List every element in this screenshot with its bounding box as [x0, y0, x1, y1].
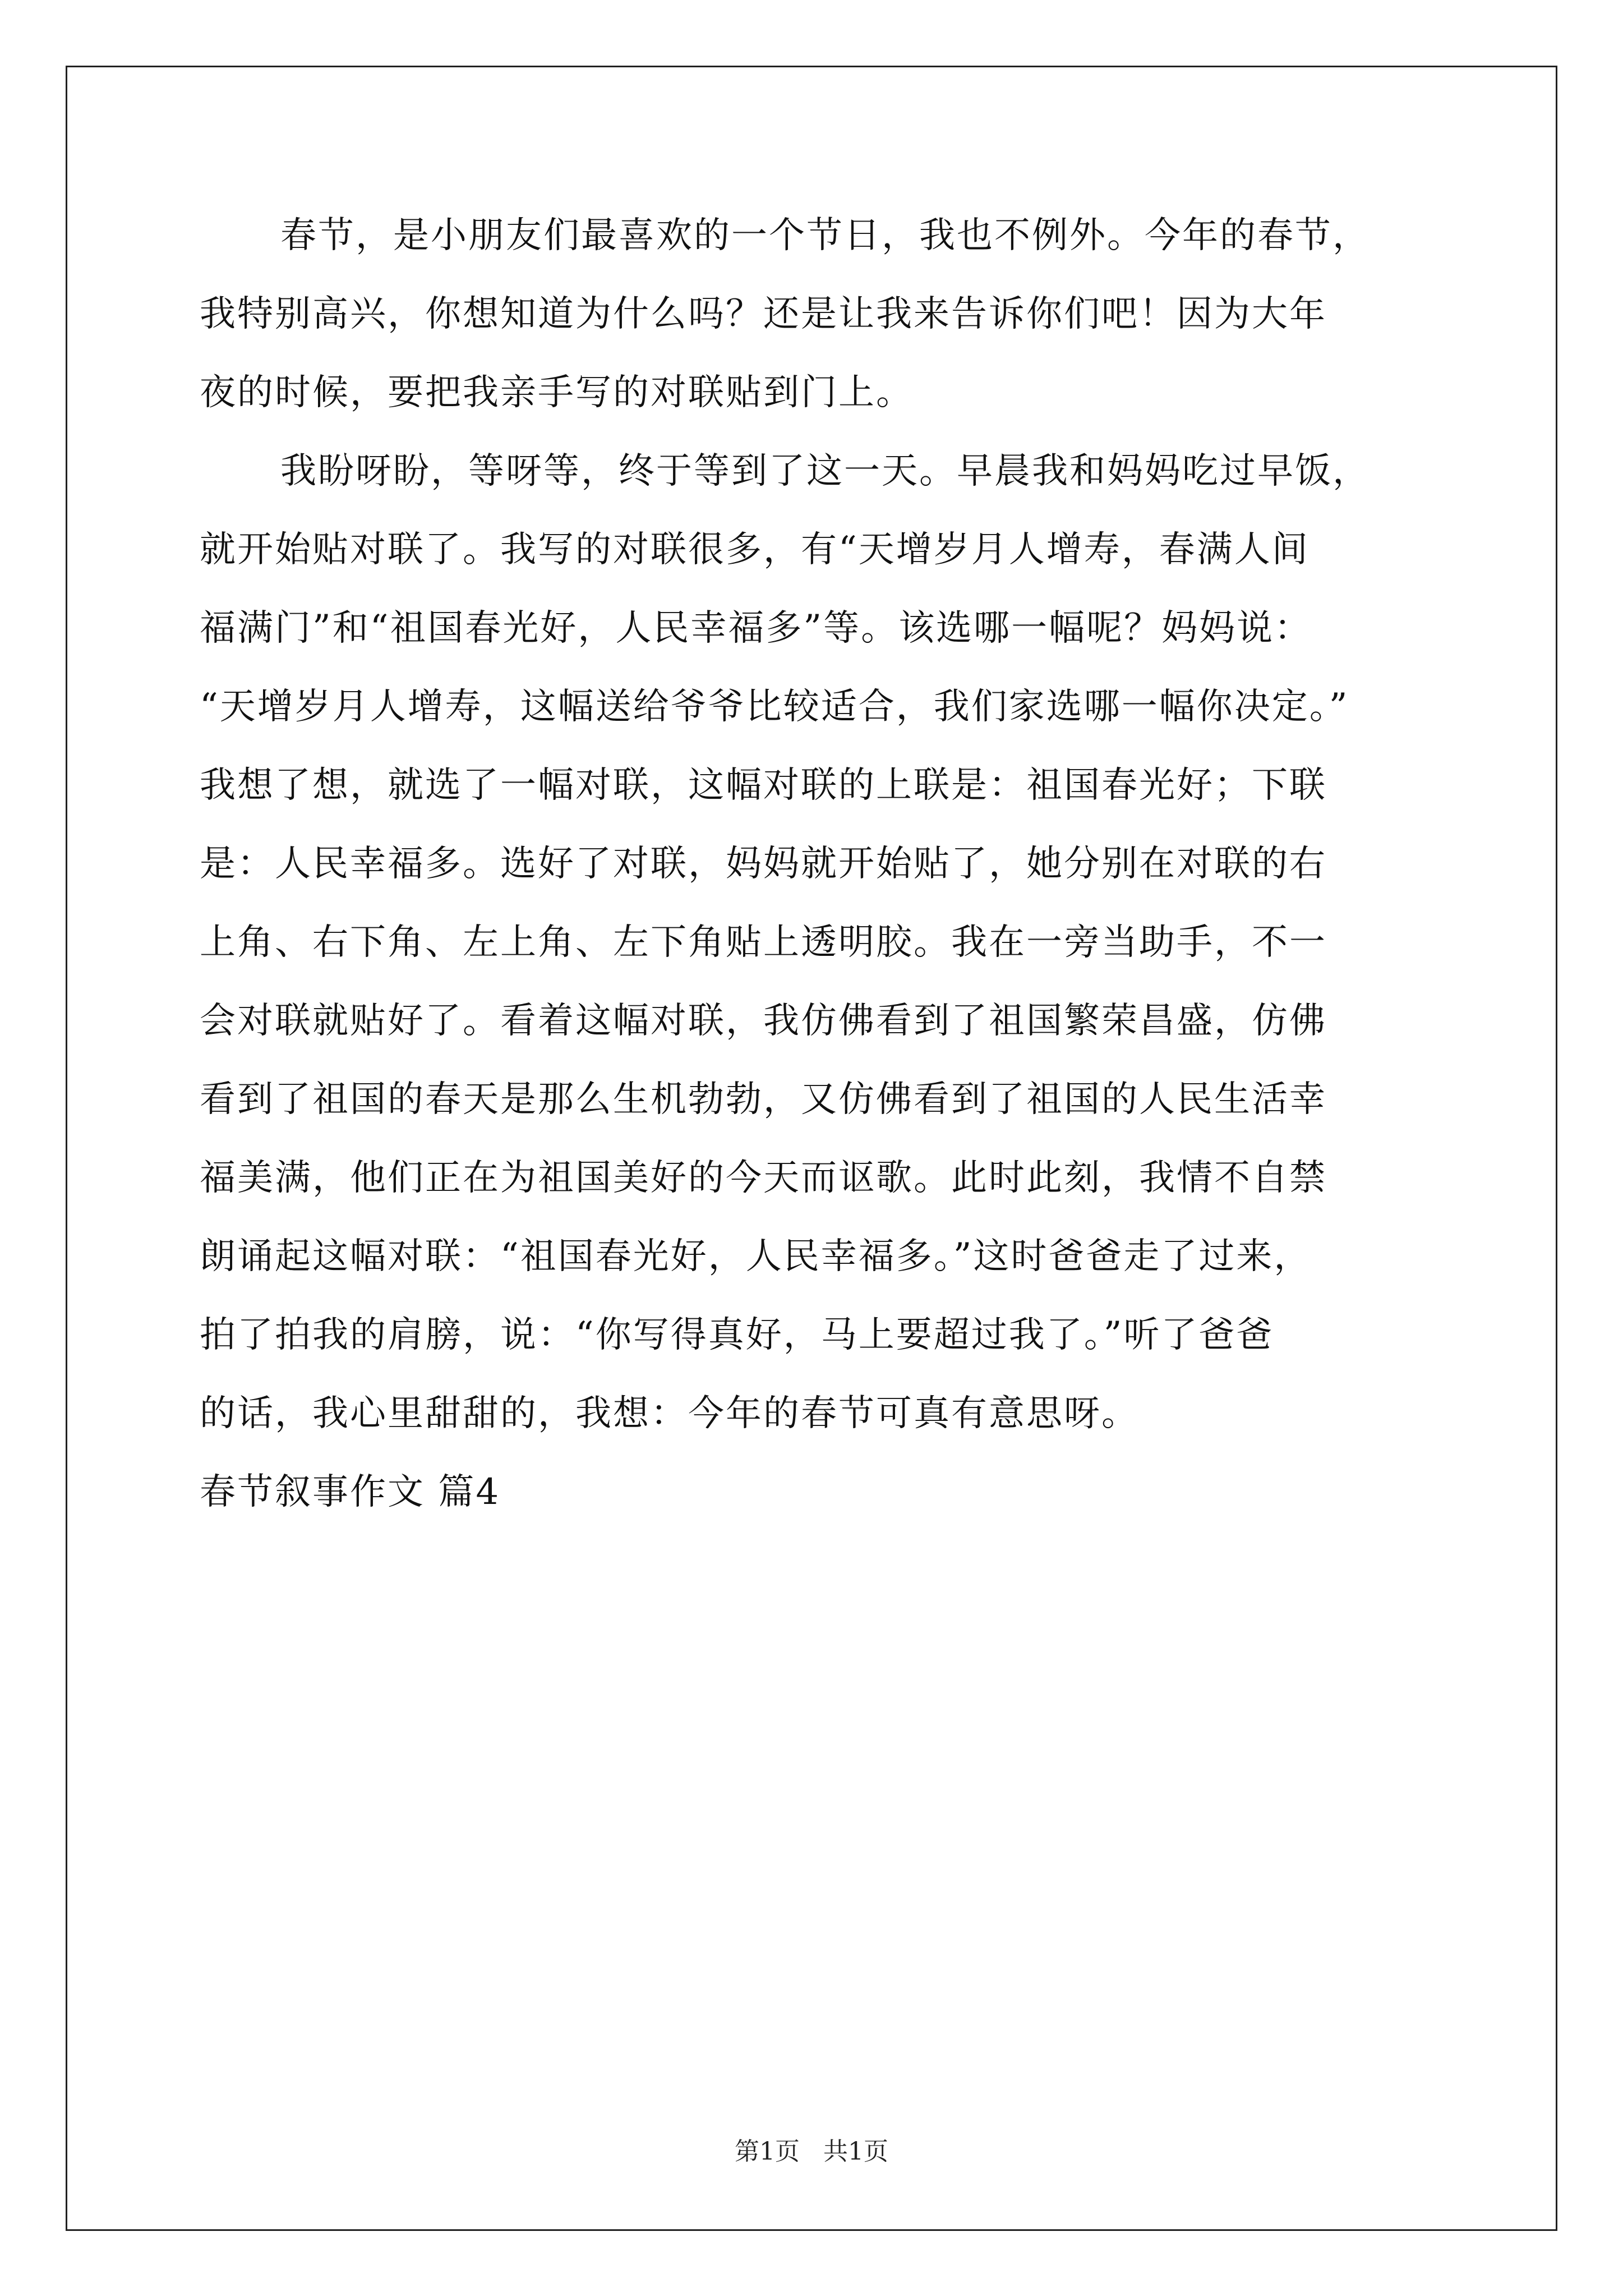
- paragraph-2-line-1: 我盼呀盼，等呀等，终于等到了这一天。早晨我和妈妈吃过早饭，: [280, 450, 1370, 492]
- paragraph-2-line-11: 朗诵起这幅对联：“祖国春光好，人民幸福多。”这时爸爸走了过来，: [200, 1236, 1312, 1277]
- section-heading: 春节叙事作文 篇4: [200, 1471, 501, 1513]
- paragraph-2-line-6: 是：人民幸福多。选好了对联，妈妈就开始贴了，她分别在对联的右: [200, 843, 1327, 885]
- paragraph-2-line-3: 福满门”和“祖国春光好，人民幸福多”等。该选哪一幅呢？妈妈说：: [200, 608, 1312, 649]
- paragraph-2-line-2: 就开始贴对联了。我写的对联很多，有“天增岁月人增寿，春满人间: [200, 529, 1310, 570]
- paragraph-1-line-3: 夜的时候，要把我亲手写的对联贴到门上。: [200, 372, 914, 413]
- paragraph-2-line-4: “天增岁月人增寿，这幅送给爷爷比较适合，我们家选哪一幅你决定。”: [200, 686, 1349, 728]
- paragraph-2-line-10: 福美满，他们正在为祖国美好的今天而讴歌。此时此刻，我情不自禁: [200, 1157, 1327, 1199]
- paragraph-2-line-13: 的话，我心里甜甜的，我想：今年的春节可真有意思呀。: [200, 1393, 1139, 1434]
- paragraph-2-line-9: 看到了祖国的春天是那么生机勃勃，又仿佛看到了祖国的人民生活幸: [200, 1079, 1327, 1120]
- paragraph-2-line-12: 拍了拍我的肩膀，说：“你写得真好，马上要超过我了。”听了爸爸: [200, 1314, 1274, 1356]
- paragraph-2-line-8: 会对联就贴好了。看着这幅对联，我仿佛看到了祖国繁荣昌盛，仿佛: [200, 1000, 1327, 1042]
- paragraph-2-line-7: 上角、右下角、左上角、左下角贴上透明胶。我在一旁当助手，不一: [200, 922, 1327, 963]
- paragraph-2-line-5: 我想了想，就选了一幅对联，这幅对联的上联是：祖国春光好；下联: [200, 765, 1327, 806]
- paragraph-1-line-2: 我特别高兴，你想知道为什么吗？还是让我来告诉你们吧！因为大年: [200, 293, 1327, 335]
- page-footer: 第1页 共1页: [735, 2137, 888, 2166]
- paragraph-1-line-1: 春节，是小朋友们最喜欢的一个节日，我也不例外。今年的春节，: [280, 215, 1370, 256]
